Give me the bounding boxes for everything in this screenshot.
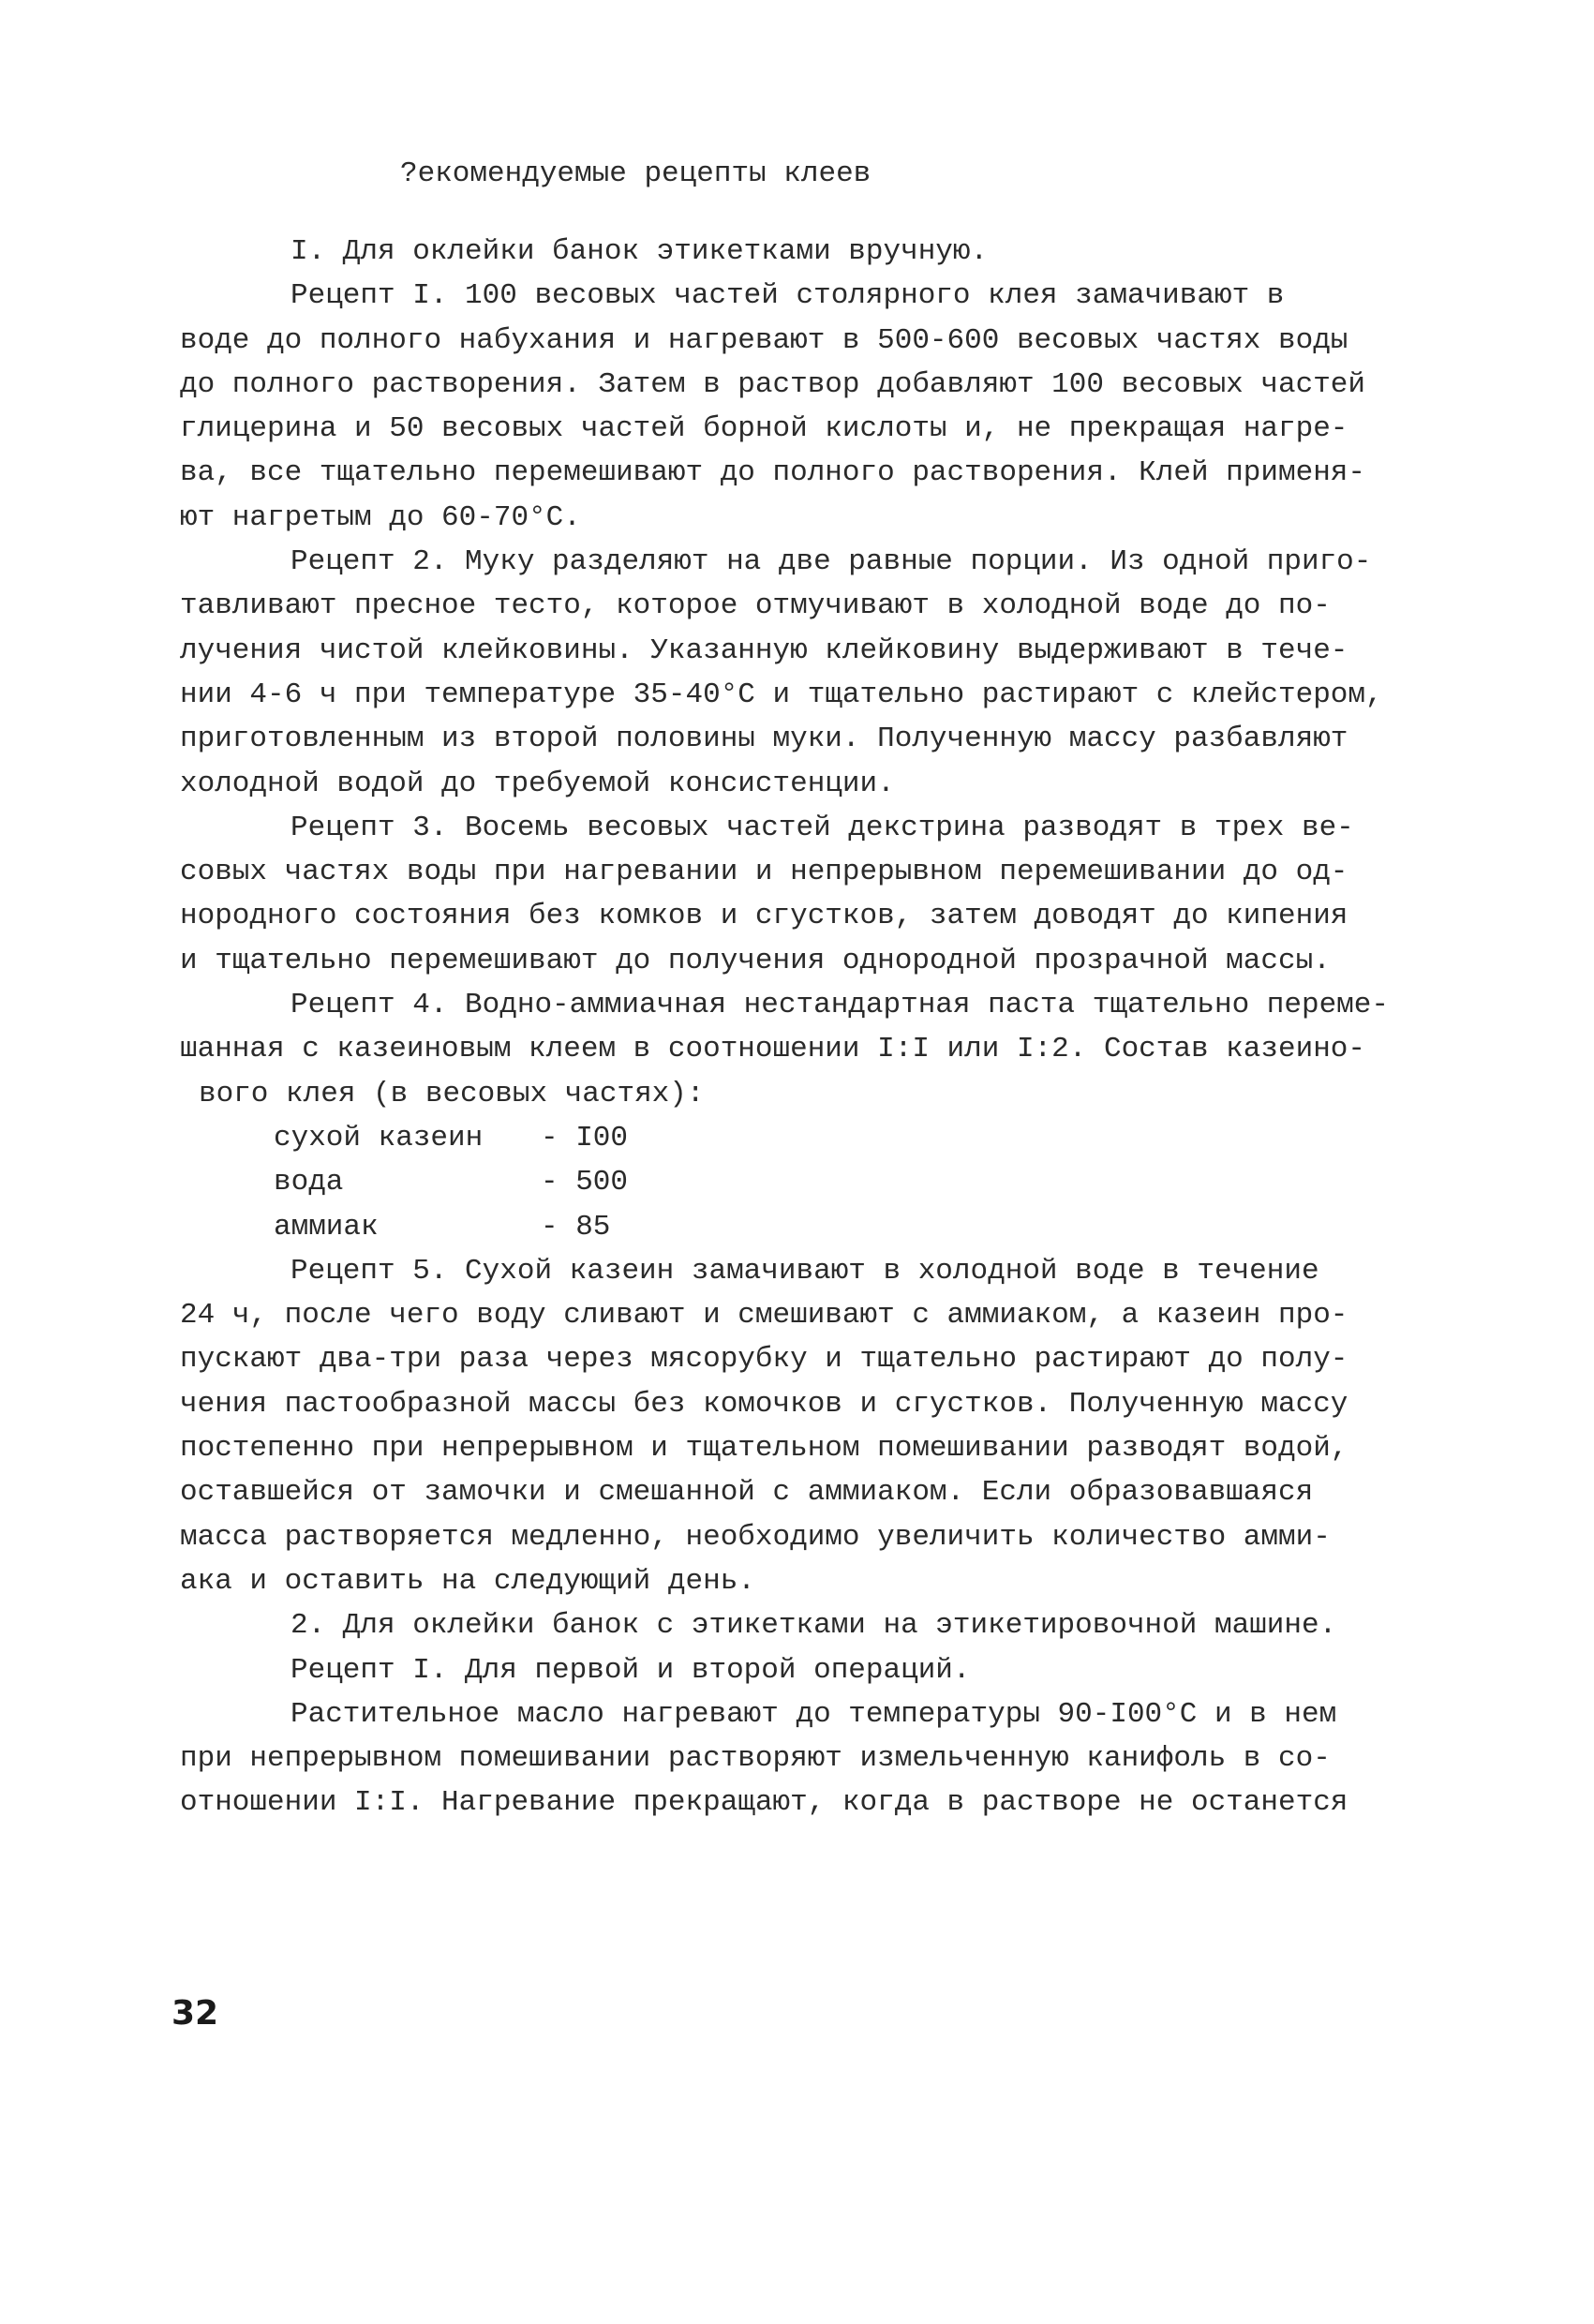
text-line: ва, все тщательно перемешивают до полного растворения. Клей применя- (180, 456, 1366, 490)
text-line: оставшейся от замочки и смешанной с аммиаком. Если образовавшаяся (180, 1476, 1314, 1510)
text-line: холодной водой до требуемой консистенции. (180, 767, 895, 800)
text-line: нии 4-6 ч при температуре 35-40°С и тщательно растирают с клейстером, (180, 678, 1383, 711)
text-line: и тщательно перемешивают до получения однородной прозрачной массы. (180, 944, 1331, 977)
ingredient-amount: - I00 (541, 1121, 629, 1155)
ingredient-amount: - 85 (541, 1210, 611, 1244)
paragraph-block-continued (180, 1249, 1426, 1825)
text-line: вого клея (в весовых частях): (199, 1077, 705, 1110)
composition-row (180, 1116, 1426, 1160)
text-line: Рецепт I. 100 весовых частей столярного клея замачивают в (290, 279, 1285, 313)
text-line: нородного состояния без комков и сгустков, затем доводят до кипения (180, 900, 1348, 933)
page-number: 32 (171, 1994, 219, 2033)
text-line: воде до полного набухания и нагревают в 500-600 весовых частях воды (180, 323, 1348, 357)
text-line: 2. Для оклейки банок с этикетками на этикетировочной машине. (290, 1609, 1337, 1643)
ingredient-amount: - 500 (541, 1166, 629, 1199)
text-line: Рецепт 5. Сухой казеин замачивают в холодной воде в течение (290, 1254, 1319, 1288)
ingredient-name: аммиак (274, 1210, 379, 1244)
text-line: ют нагретым до 60-70°С. (180, 500, 581, 534)
ingredient-name: вода (274, 1166, 344, 1199)
text-line: глицерина и 50 весовых частей борной кислоты и, не прекращая нагре- (180, 412, 1348, 446)
text-line: постепенно при непрерывном и тщательном помешивании разводят водой, (180, 1432, 1348, 1466)
text-line: до полного растворения. Затем в раствор добавляют 100 весовых частей (180, 367, 1366, 401)
text-line: I. Для оклейки банок этикетками вручную. (290, 235, 989, 268)
text-line: Рецепт 3. Восемь весовых частей декстрина разводят в трех ве- (290, 811, 1354, 844)
text-line: лучения чистой клейковины. Указанную клейковину выдерживают в тече- (180, 633, 1348, 667)
ingredient-name: сухой казеин (274, 1121, 484, 1155)
composition-row (180, 1160, 1426, 1204)
text-line: совых частях воды при нагревании и непрерывном перемешивании до од- (180, 856, 1348, 889)
text-line: Растительное масло нагревают до температуры 90-I00°С и в нем (290, 1697, 1337, 1731)
text-line: ака и оставить на следующий день. (180, 1564, 755, 1598)
text-line: 24 ч, после чего воду сливают и смешивают с аммиаком, а казеин про- (180, 1299, 1348, 1333)
text-line: тавливают пресное тесто, которое отмучивают в холодной воде до по- (180, 589, 1331, 623)
text-line: шанная с казеиновым клеем в соотношении I:I или I:2. Состав казеино- (180, 1033, 1366, 1066)
text-line: приготовленным из второй половины муки. Полученную массу разбавляют (180, 723, 1348, 756)
text-line: Рецепт 4. Водно-аммиачная нестандартная паста тщательно переме- (290, 989, 1389, 1022)
text-line: масса растворяется медленно, необходимо увеличить количество амми- (180, 1520, 1331, 1554)
text-line: отношении I:I. Нагревание прекращают, когда в растворе не останется (180, 1786, 1348, 1820)
text-line: пускают два-три раза через мясорубку и тщательно растирают до полу- (180, 1343, 1348, 1377)
composition-row (180, 1205, 1426, 1249)
body-text (180, 230, 1426, 1825)
paragraph-block (180, 230, 1426, 1116)
composition-table (180, 1116, 1426, 1249)
text-line: при непрерывном помешивании растворяют измельченную канифоль в со- (180, 1742, 1331, 1776)
text-line: Рецепт I. Для первой и второй операций. (290, 1653, 971, 1687)
page-heading: ?екомендуемые рецепты клеев (400, 157, 871, 190)
text-line: чения пастообразной массы без комочков и сгустков. Полученную массу (180, 1387, 1348, 1421)
text-line: Рецепт 2. Муку разделяют на две равные порции. Из одной приго- (290, 545, 1372, 579)
